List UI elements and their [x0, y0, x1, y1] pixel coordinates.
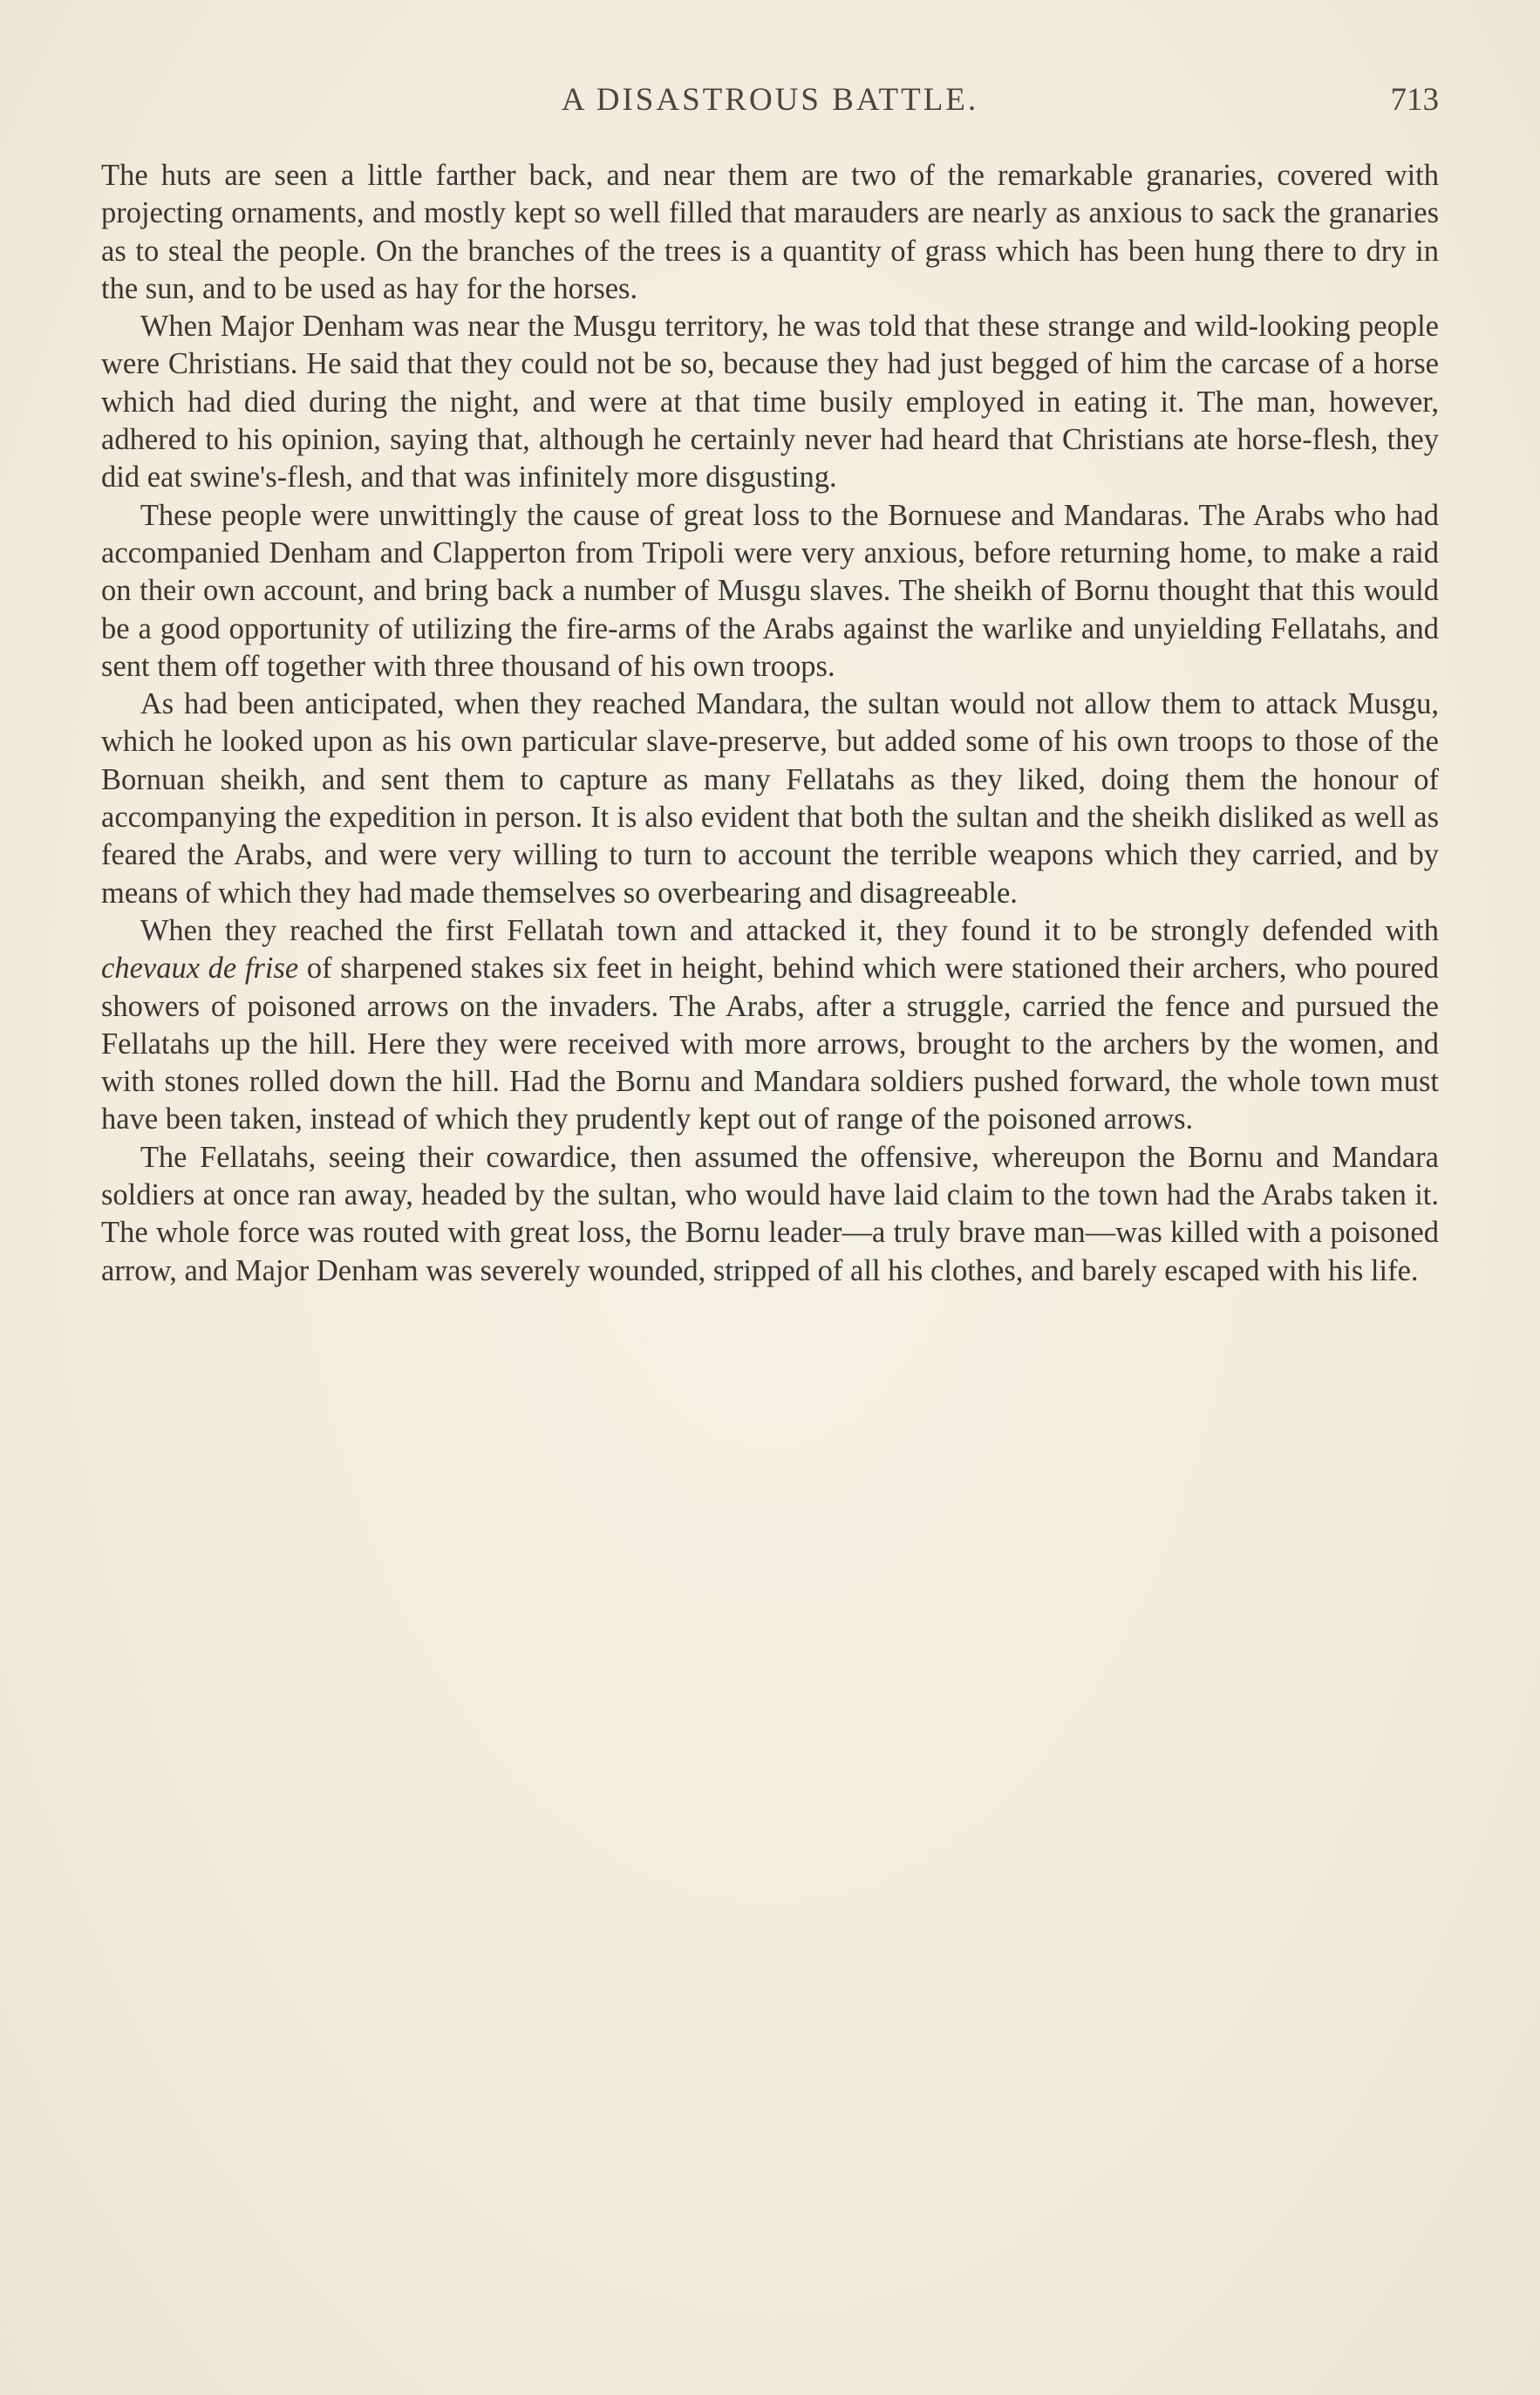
paragraph-arab-raid: These people were unwittingly the cause of great loss to the Bornuese and Mandaras. The Arabs who had accompanied Denham and Clapperton from Tripoli were very anxious, before returning home, to make a raid on their own account, and bring back a number of Musgu slaves. The sheikh of Bornu thought that this would be a good opportunity of utilizing the fire-arms of the Arabs against the warlike and unyielding Fellatahs, and sent them off together with three thousand of his own troops. [101, 498, 1439, 683]
running-title: A DISASTROUS BATTLE. [561, 82, 979, 118]
paragraph-text-before: When they reached the first Fellatah town and attacked it, they found it to be strongly defended with [140, 913, 1439, 947]
paragraph-mandara-sultan: As had been anticipated, when they reached Mandara, the sultan would not allow them to attack Musgu, which he looked upon as his own particular slave-preserve, but added some of his own troops to those of the Bornuan sheikh, and sent them to capture as many Fellatahs as they liked, doing them the honour of accompanying the expedition in person. It is also evident that both the sultan and the sheikh disliked as well as feared the Arabs, and were very willing to turn to account the terrible weapons which they carried, and by means of which they had made themselves so overbearing and disagreeable. [101, 687, 1439, 910]
paragraph-musgu-christians: When Major Denham was near the Musgu territory, he was told that these strange and wild-looking people were Christians. He said that they could not be so, because they had just begged of him the carcase of a horse which had died during the night, and were at that time busily employed in eating it. The man, however, adhered to his opinion, saying that, although he certainly never had heard that Christians ate horse-flesh, they did eat swine's-flesh, and that was infinitely more disgusting. [101, 310, 1439, 495]
paragraph-rout: The Fellatahs, seeing their cowardice, then assumed the offensive, whereupon the Bornu and Mandara soldiers at once ran away, headed by the sultan, who would have laid claim to the town had the Arabs taken it. The whole force was routed with great loss, the Bornu leader—a truly brave man—was killed with a poisoned arrow, and Major Denham was severely wounded, stripped of all his clothes, and barely escaped with his life. [101, 1140, 1439, 1287]
paragraph-granaries: The huts are seen a little farther back, and near them are two of the remarkable granaries, covered with projecting ornaments, and mostly kept so well filled that marauders are nearly as anxious to sack the granaries as to steal the people. On the branches of the trees is a quantity of grass which has been hung there to dry in the sun, and to be used as hay for the horses. [101, 159, 1439, 305]
paragraph-text-after: of sharpened stakes six feet in height, behind which were stationed their archers, who poured showers of poisoned arrows on the invaders. The Arabs, after a struggle, carried the fence and pursued the Fellatahs up the hill. Here they were received with more arrows, brought to the archers by the women, and with stones rolled down the hill. Had the Bornu and Mandara soldiers pushed forward, the whole town must have been taken, instead of which they prudently kept out of range of the poisoned arrows. [101, 952, 1439, 1136]
body-text [101, 157, 1439, 1290]
running-head [101, 78, 1439, 122]
page-number: 713 [1390, 82, 1439, 118]
paragraph-fellatah-town [101, 912, 1439, 1139]
italic-term: chevaux de frise [101, 952, 299, 986]
